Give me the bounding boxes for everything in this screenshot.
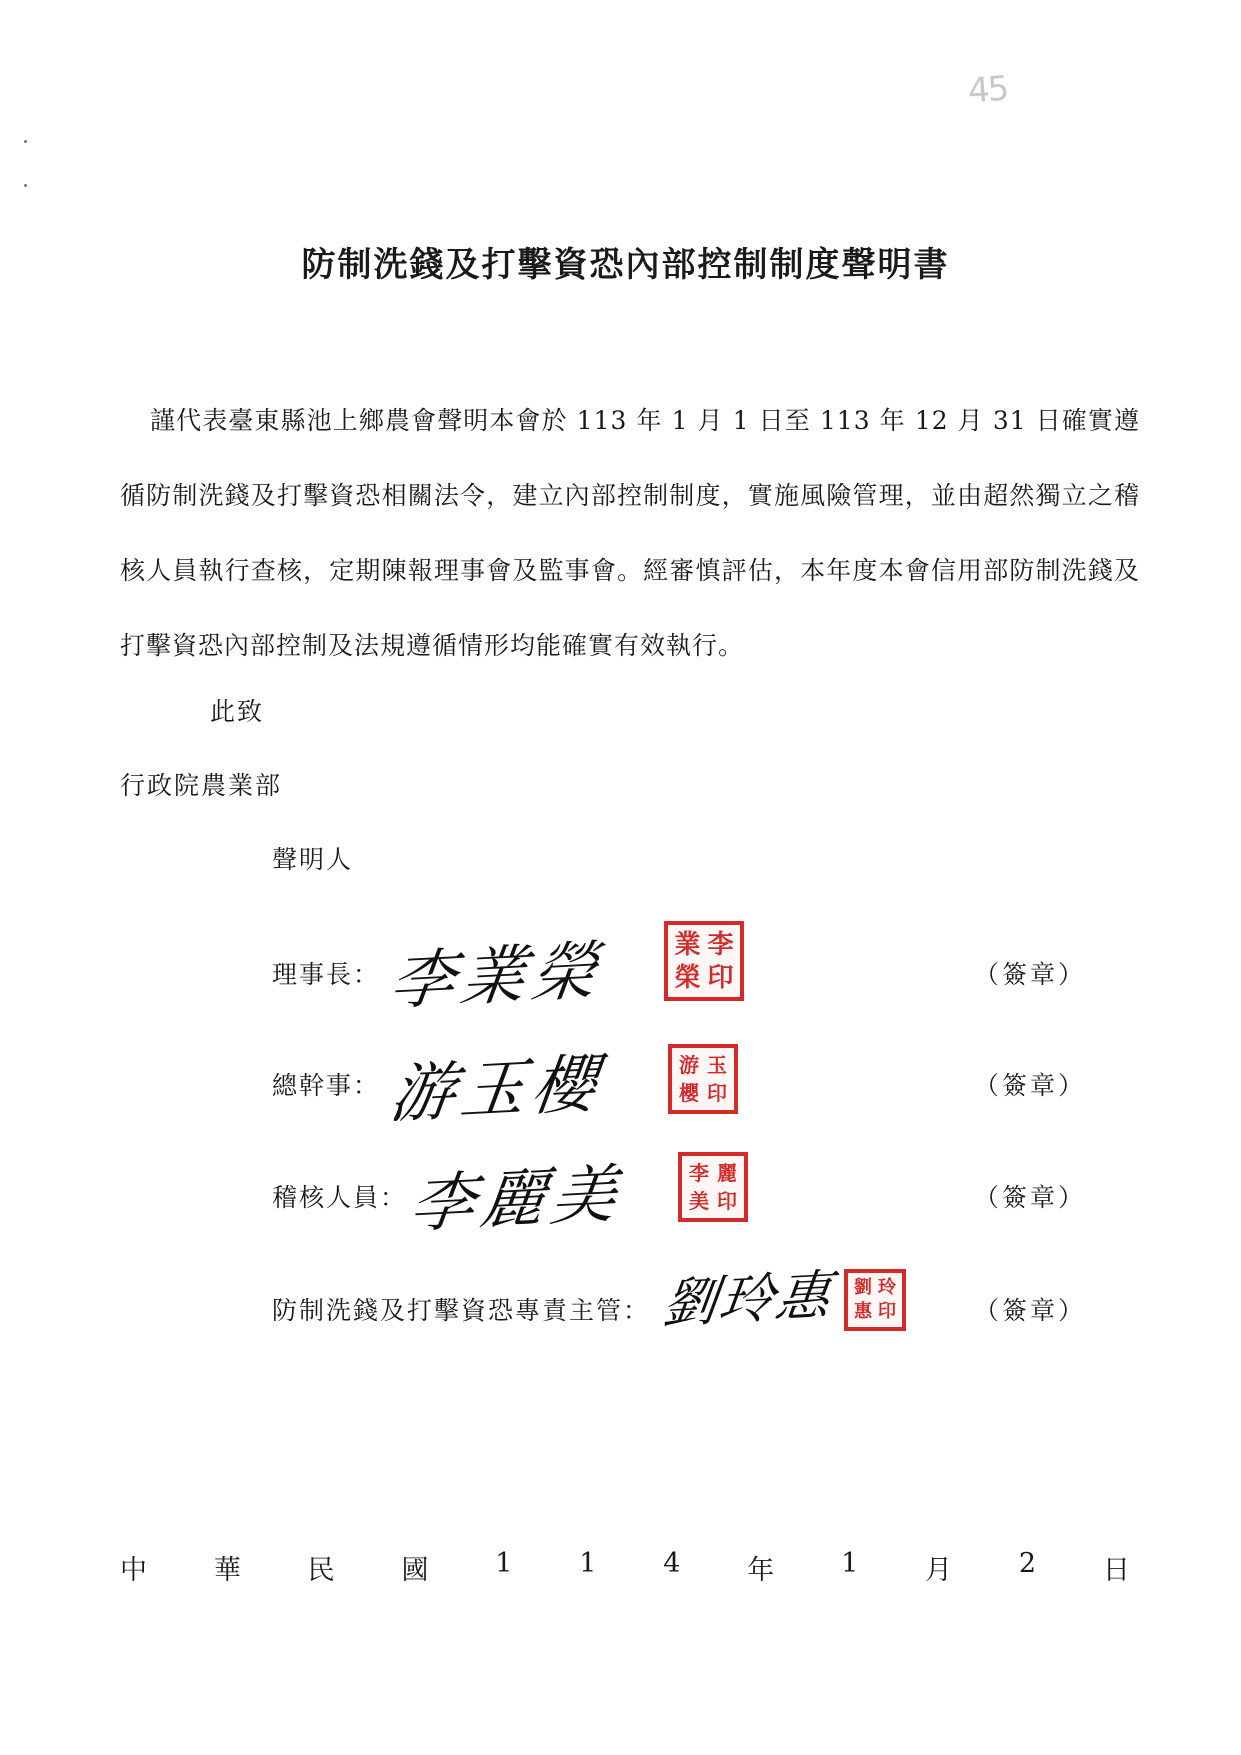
salutation: 此致 [210, 697, 265, 726]
scan-speck [24, 140, 27, 143]
red-seal-stamp: 游 玉 櫻 印 [668, 1044, 738, 1114]
signature-suffix: （簽章） [974, 1071, 1087, 1100]
signature-suffix: （簽章） [974, 1183, 1087, 1212]
date-char: 華 [213, 1555, 241, 1586]
date-char: 國 [401, 1555, 429, 1586]
signatory-label: 理事長： [272, 960, 381, 989]
declarant-label: 聲明人 [272, 845, 354, 874]
document-date [120, 1548, 1130, 1587]
signature-suffix: （簽章） [974, 1296, 1087, 1325]
date-char: 2 [1018, 1548, 1037, 1579]
date-char: 年 [747, 1555, 775, 1586]
date-char: 1 [841, 1548, 859, 1579]
signatory-label: 總幹事： [272, 1071, 381, 1100]
date-char: 月 [925, 1555, 953, 1586]
date-char: 4 [663, 1548, 681, 1579]
date-char: 民 [307, 1555, 335, 1586]
document-title: 防制洗錢及打擊資恐內部控制制度聲明書 [301, 245, 950, 285]
signatory-row-general-manager [272, 1036, 1092, 1133]
signatory-row-auditor [272, 1148, 1092, 1243]
red-seal-stamp: 劉 玲 惠 印 [844, 1269, 906, 1331]
handwritten-signature: 李業榮 [385, 934, 607, 1020]
date-char: 1 [579, 1548, 597, 1579]
signatory-label: 稽核人員： [272, 1183, 408, 1212]
statement-body: 謹代表臺東縣池上鄉農會聲明本會於 113 年 1 月 1 日至 113 年 12 月 31 日確實遵循防制洗錢及打擊資恐相關法令，建立內部控制制度，實施風險管理，並由超然獨立之稽核人員執行查核，定期陳報理事會及監事會。經審慎評估，本年度本會信用部防制洗錢及打擊資恐內部控制及法規遵循情形均能確實有效執行。 [120, 406, 1140, 660]
red-seal-stamp: 業 李 榮 印 [664, 921, 744, 1001]
signature-suffix: （簽章） [974, 960, 1087, 989]
red-seal-stamp: 李 麗 美 印 [678, 1152, 748, 1222]
signatory-row-aml-officer [272, 1261, 1092, 1351]
signatory-row-chairman [272, 925, 1092, 1020]
date-char: 1 [495, 1548, 513, 1579]
signatory-label: 防制洗錢及打擊資恐專責主管： [272, 1296, 651, 1325]
page-number-mark: 45 [966, 68, 1009, 112]
handwritten-signature: 劉玲惠 [658, 1263, 837, 1336]
date-char: 中 [120, 1555, 147, 1586]
recipient: 行政院農業部 [120, 771, 283, 800]
handwritten-signature: 李麗美 [405, 1157, 627, 1243]
handwritten-signature: 游玉櫻 [385, 1047, 607, 1133]
date-char: 日 [1102, 1555, 1130, 1586]
scan-speck [24, 184, 27, 187]
